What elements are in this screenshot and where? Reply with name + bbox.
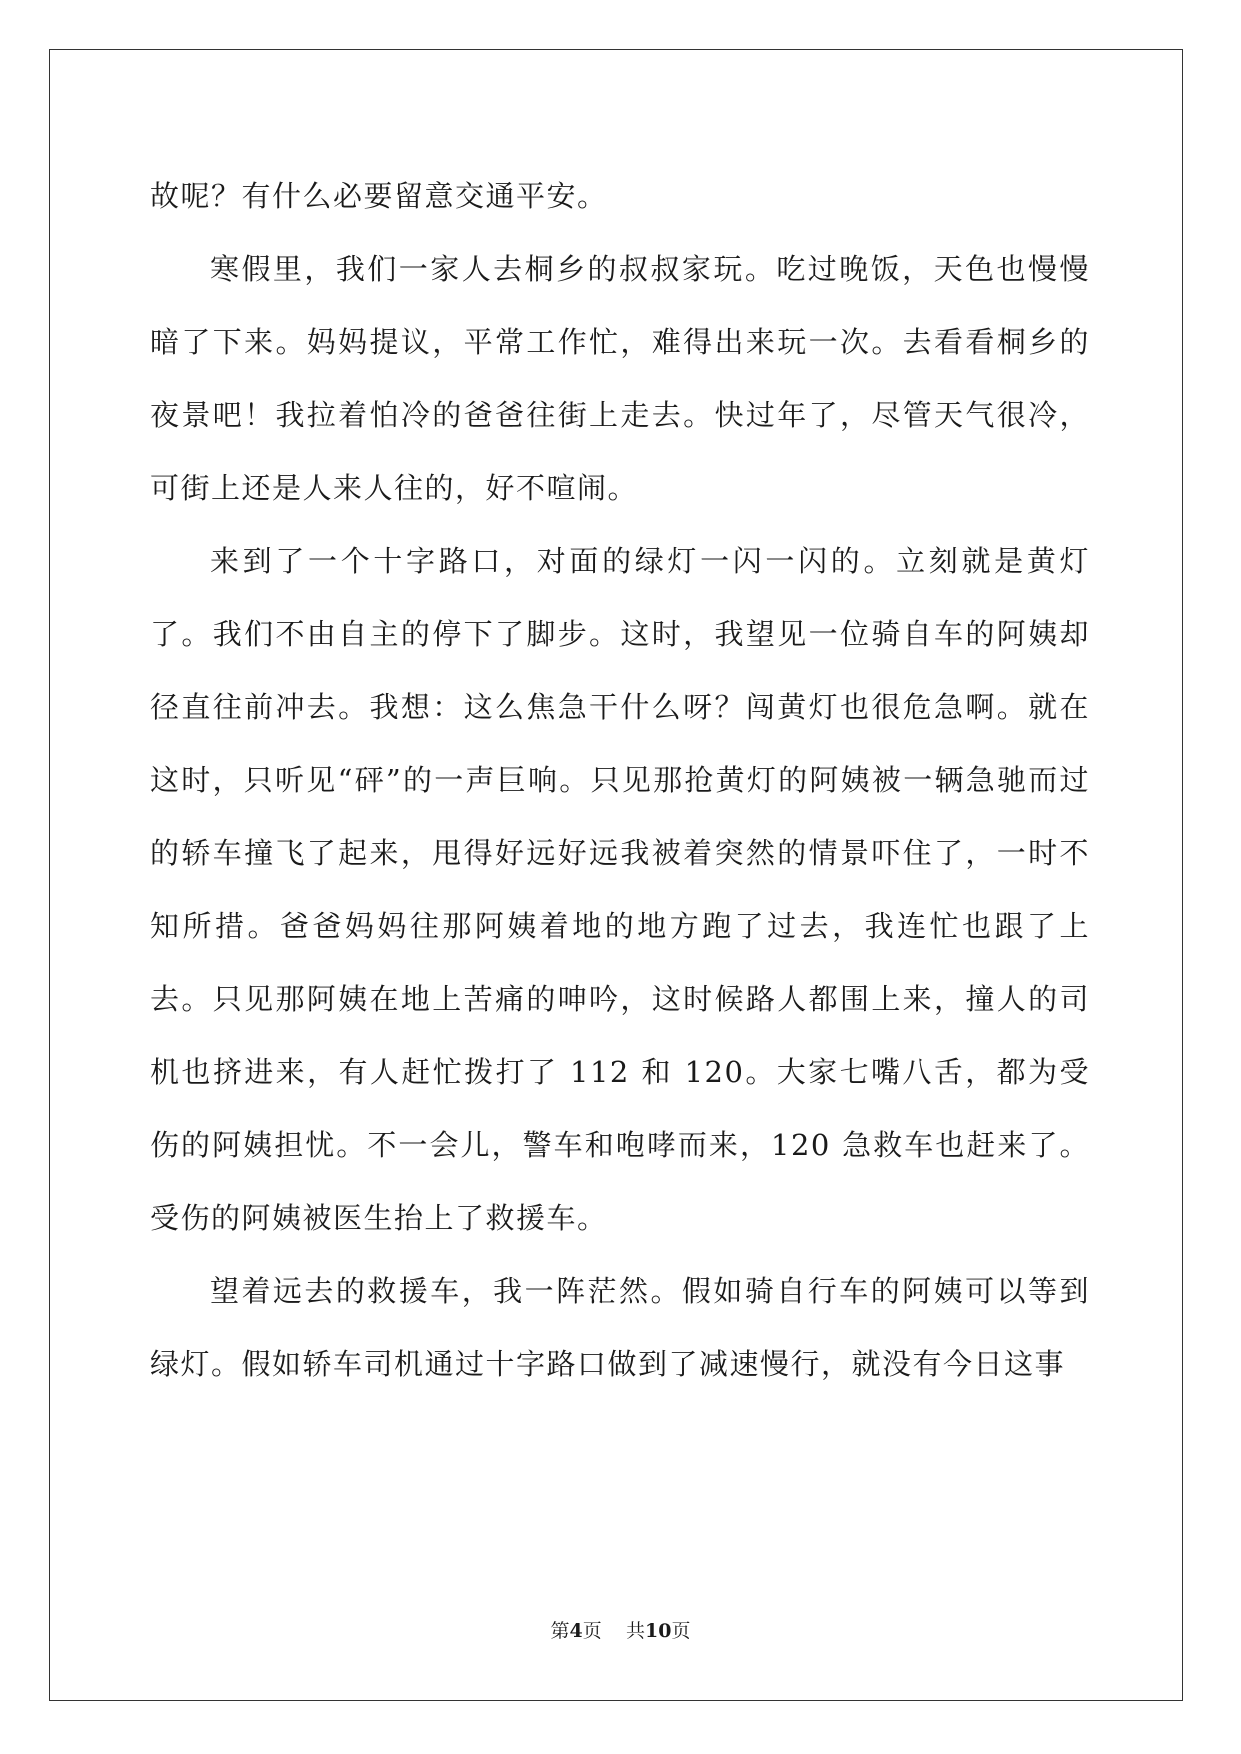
- paragraph-reflection: 望着远去的救援车，我一阵茫然。假如骑自行车的阿姨可以等到绿灯。假如轿车司机通过十字路口做到了减速慢行，就没有今日这事: [150, 1274, 1090, 1381]
- footer-page-suffix: 页: [582, 1620, 602, 1642]
- page-footer: [0, 1616, 1241, 1643]
- paragraph-winter-vacation: 寒假里，我们一家人去桐乡的叔叔家玩。吃过晚饭，天色也慢慢暗了下来。妈妈提议，平常工作忙，难得出来玩一次。去看看桐乡的夜景吧！我拉着怕冷的爸爸往街上走去。快过年了，尽管天气很冷，可街上还是人来人往的，好不喧闹。: [150, 252, 1090, 505]
- total-pages-number: 10: [644, 1620, 672, 1642]
- document-body: [150, 160, 1090, 1401]
- paragraph-continued: 故呢？有什么必要留意交通平安。: [150, 179, 608, 213]
- current-page-number: 4: [569, 1620, 583, 1642]
- footer-total-prefix: 共: [625, 1620, 645, 1642]
- footer-prefix: 第: [550, 1620, 570, 1642]
- footer-total-suffix: 页: [671, 1620, 691, 1642]
- paragraph-accident: 来到了一个十字路口，对面的绿灯一闪一闪的。立刻就是黄灯了。我们不由自主的停下了脚步。这时，我望见一位骑自车的阿姨却径直往前冲去。我想：这么焦急干什么呀？闯黄灯也很危急啊。就在这时，只听见“砰”的一声巨响。只见那抢黄灯的阿姨被一辆急驰而过的轿车撞飞了起来，甩得好远好远我被着突然的情景吓住了，一时不知所措。爸爸妈妈往那阿姨着地的地方跑了过去，我连忙也跟了上去。只见那阿姨在地上苦痛的呻吟，这时候路人都围上来，撞人的司机也挤进来，有人赶忙拨打了 112 和 120。大家七嘴八舌，都为受伤的阿姨担忧。不一会儿，警车和咆哮而来，120 急救车也赶来了。受伤的阿姨被医生抬上了救援车。: [150, 544, 1090, 1235]
